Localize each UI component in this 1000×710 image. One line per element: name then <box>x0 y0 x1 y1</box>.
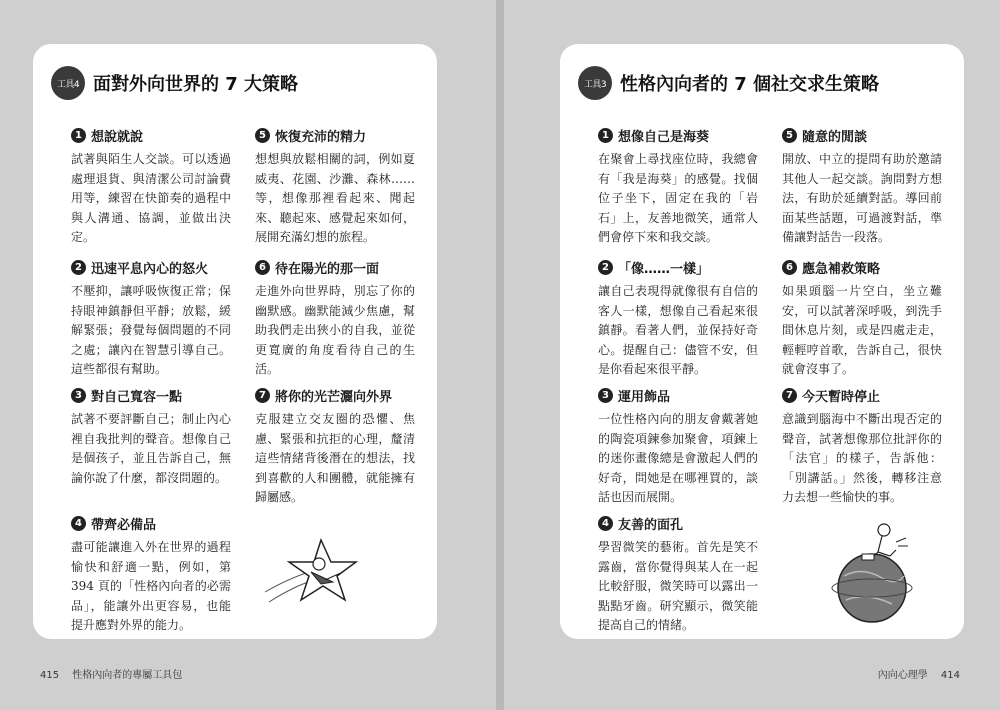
strategy-item <box>71 514 231 636</box>
item-body: 學習微笑的藝術。首先是笑不露齒，當你覺得與某人在一起比較舒服，微笑時可以露出一點點牙齒。研究顯示，微笑能提高自己的情緒。 <box>598 540 758 632</box>
item-title: 想像自己是海葵 <box>618 129 710 145</box>
left-footer <box>40 666 182 681</box>
item-title: 友善的面孔 <box>618 517 684 533</box>
item-number: 6 <box>782 260 797 275</box>
strategy-item <box>71 126 231 248</box>
book-title: 內向心理學 <box>877 670 928 681</box>
page-title: 性格內向者的 7 個社交求生策略 <box>620 74 880 95</box>
strategy-item <box>598 514 758 636</box>
right-footer <box>878 666 960 681</box>
strategy-item <box>598 386 758 508</box>
item-body: 開放、中立的提問有助於邀請其他人一起交談。詢問對方想法，有助於延續對話。導回前面某些話題，可過渡對話，準備讓對話告一段落。 <box>782 152 942 244</box>
item-number: 2 <box>598 260 613 275</box>
item-title: 對自己寬容一點 <box>91 389 183 405</box>
item-number: 7 <box>782 388 797 403</box>
star-rider-illustration <box>261 522 381 612</box>
person-on-globe-illustration <box>822 516 922 626</box>
item-body: 一位性格內向的朋友會戴著她的陶瓷項鍊參加聚會，項鍊上的迷你畫像總是會激起人們的好奇，問她是在哪裡買的，談話也因而展開。 <box>598 412 758 504</box>
strategy-item <box>255 126 415 248</box>
item-body: 不壓抑，讓呼吸恢復正常；保持眼神鎮靜但平靜；放鬆，緩解緊張；發覺每個問題的不同之處；讓內在智慧引導自己。這些都很有幫助。 <box>71 284 231 376</box>
item-number: 6 <box>255 260 270 275</box>
item-number: 1 <box>71 128 86 143</box>
item-title: 「像……一樣」 <box>618 261 710 277</box>
item-body: 在聚會上尋找座位時，我總會有「我是海葵」的感覺。找個位子坐下，固定在我的「岩石」上，友善地微笑，通常人們會停下來和我交談。 <box>598 152 758 244</box>
book-gutter <box>496 0 504 710</box>
right-strategy-card <box>560 44 964 639</box>
right-header <box>578 66 879 100</box>
left-header <box>51 66 298 100</box>
left-page <box>0 0 496 710</box>
item-body: 如果頭腦一片空白，坐立難安，可以試著深呼吸，到洗手間休息片刻，或是四處走走，輕輕哼首歌，告訴自己，很快就會沒事了。 <box>782 284 942 376</box>
page-title: 面對外向世界的 7 大策略 <box>93 74 299 95</box>
item-title: 想說就說 <box>91 129 144 145</box>
strategy-item <box>255 386 415 508</box>
left-strategy-card <box>33 44 437 639</box>
item-number: 3 <box>598 388 613 403</box>
item-title: 迅速平息內心的怒火 <box>91 261 209 277</box>
right-page <box>504 0 1000 710</box>
item-body: 試著不要評斷自己；制止內心裡自我批判的聲音。想像自己是個孩子，並且告訴自己，無論你說了什麼，都沒問題的。 <box>71 412 231 485</box>
page-number: 415 <box>40 670 60 681</box>
tool-badge: 工具4 <box>51 66 85 100</box>
item-title: 隨意的閒談 <box>802 129 868 145</box>
item-body: 讓自己表現得就像很有自信的客人一樣，想像自己看起來很鎮靜。看著人們，並保持好奇心。提醒自己：儘管不安，但是你看起來很平靜。 <box>598 284 758 376</box>
tool-badge: 工具3 <box>578 66 612 100</box>
item-body: 意識到腦海中不斷出現否定的聲音，試著想像那位批評你的「法官」的樣子，告訴他：「別講話。」然後，轉移注意力去想一些愉快的事。 <box>782 412 942 504</box>
item-title: 應急補救策略 <box>802 261 881 277</box>
strategy-item <box>782 258 942 380</box>
item-number: 1 <box>598 128 613 143</box>
item-number: 4 <box>71 516 86 531</box>
strategy-item <box>782 386 942 508</box>
item-body: 克服建立交友圈的恐懼、焦慮、緊張和抗拒的心理，釐清這些情緒背後潛在的想法，找到喜歡的人和團體，就能擁有歸屬感。 <box>255 412 415 504</box>
item-title: 將你的光芒灑向外界 <box>275 389 393 405</box>
item-number: 5 <box>255 128 270 143</box>
strategy-item <box>598 258 758 380</box>
item-body: 試著與陌生人交談。可以透過處理退貨、與清潔公司討論費用等，練習在快節奏的過程中與人溝通、協調，並做出決定。 <box>71 152 231 244</box>
item-body: 走進外向世界時，別忘了你的幽默感。幽默能減少焦慮，幫助我們走出狹小的自我，並從更寬廣的角度看待自己的生活。 <box>255 284 415 376</box>
item-number: 7 <box>255 388 270 403</box>
item-body: 想想與放鬆相關的詞，例如夏威夷、花園、沙灘、森林……等，想像那裡看起來、聞起來、聽起來、感覺起來如何，展開充滿幻想的旅程。 <box>255 152 415 244</box>
book-title: 性格內向者的專屬工具包 <box>72 670 183 681</box>
item-title: 今天暫時停止 <box>802 389 881 405</box>
strategy-item <box>598 126 758 248</box>
item-title: 帶齊必備品 <box>91 517 157 533</box>
item-title: 恢復充沛的精力 <box>275 129 367 145</box>
item-number: 2 <box>71 260 86 275</box>
item-number: 4 <box>598 516 613 531</box>
strategy-item <box>71 386 231 488</box>
item-body: 盡可能讓進入外在世界的過程愉快和舒適一點，例如，第 394 頁的「性格內向者的必需品」，能讓外出更容易，也能提升應對外界的能力。 <box>71 540 231 632</box>
item-title: 運用飾品 <box>618 389 671 405</box>
page-number: 414 <box>940 670 960 681</box>
item-title: 待在陽光的那一面 <box>275 261 380 277</box>
strategy-item <box>782 126 942 248</box>
item-number: 3 <box>71 388 86 403</box>
strategy-item <box>255 258 415 380</box>
item-number: 5 <box>782 128 797 143</box>
strategy-item <box>71 258 231 380</box>
